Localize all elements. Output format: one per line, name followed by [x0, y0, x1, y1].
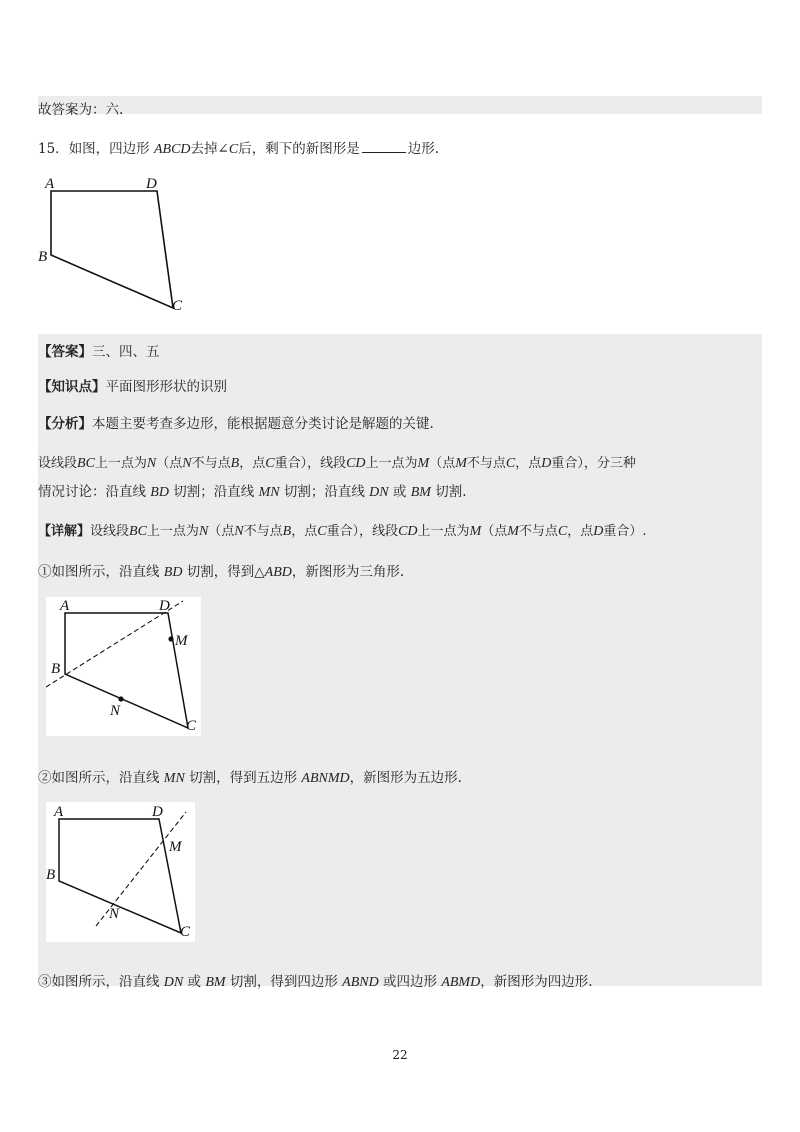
var: ABMD [441, 975, 481, 990]
answer-blank [362, 140, 406, 153]
var: BC [129, 524, 147, 539]
label-d: D [152, 804, 163, 820]
seg: ①如图所示，沿直线 [38, 564, 164, 580]
var: BM [205, 975, 226, 990]
var: CD [398, 524, 418, 539]
question-text-a: 如图，四边形 [68, 141, 150, 157]
var: C [317, 524, 327, 539]
seg: 上一点为 [417, 524, 470, 539]
seg: 设线段 [90, 524, 130, 539]
var: MN [258, 485, 280, 500]
label-m: M [169, 839, 182, 855]
seg: 重合），线段 [274, 456, 347, 471]
seg: 切割，得到五边形 [184, 770, 302, 786]
seg: （点 [429, 456, 456, 471]
label-c: C [172, 298, 183, 314]
seg: ，新图形为三角形. [291, 564, 405, 580]
label-a: A [60, 598, 70, 614]
case-1-figure [46, 597, 201, 736]
label-d: D [159, 598, 170, 614]
label-a: A [45, 176, 55, 192]
label-d: D [146, 176, 157, 192]
seg: 上一点为 [94, 456, 147, 471]
var: CD [346, 456, 366, 471]
question-text-d: 边形. [407, 141, 439, 157]
seg: 或 [388, 484, 411, 500]
seg: ，点 [515, 456, 542, 471]
previous-answer: 故答案为：六. [38, 102, 124, 118]
var: DN [369, 485, 389, 500]
seg: ，点 [291, 524, 318, 539]
label-b: B [38, 249, 48, 265]
seg: 或 [183, 974, 206, 990]
knowledge-tag: 【知识点】 [38, 379, 106, 395]
var: B [230, 456, 240, 471]
seg: ③如图所示，沿直线 [38, 974, 164, 990]
label-n: N [110, 703, 121, 719]
case-2-figure [46, 802, 195, 942]
detail-tag: 【详解】 [38, 524, 91, 539]
setup-line-1 [38, 452, 636, 472]
detail-line [38, 520, 647, 540]
label-b: B [51, 661, 61, 677]
case-1-line [38, 560, 404, 581]
seg: ，点 [239, 456, 266, 471]
var: ABD [264, 565, 292, 580]
setup-line-2 [38, 480, 467, 501]
answer-band-top [38, 96, 762, 114]
page-number: 22 [392, 1048, 408, 1062]
seg: 上一点为 [146, 524, 199, 539]
var: C [505, 456, 516, 471]
seg: （点 [208, 524, 235, 539]
var: B [282, 524, 292, 539]
case-2-line [38, 766, 462, 787]
seg: 设线段 [38, 456, 78, 471]
label-n: N [109, 906, 120, 922]
var: BD [150, 485, 169, 500]
var: BM [410, 485, 431, 500]
seg: 切割，得到△ [182, 564, 265, 580]
answer-tag: 【答案】 [38, 344, 92, 360]
seg: 或四边形 [378, 974, 442, 990]
answer-text: 三、四、五 [92, 344, 160, 360]
var: N [234, 524, 244, 539]
var: N [146, 456, 157, 471]
var: BD [163, 565, 183, 580]
label-m: M [175, 633, 188, 649]
var: N [198, 524, 209, 539]
seg: 不与点 [191, 456, 231, 471]
label-c: C [180, 924, 191, 940]
case-3-line [38, 970, 593, 991]
var: M [417, 456, 430, 471]
var: DN [163, 975, 184, 990]
seg: （点 [481, 524, 508, 539]
seg: 切割；沿直线 [279, 484, 370, 500]
var: ABNMD [301, 771, 350, 786]
question-c: C [228, 142, 239, 157]
question-15 [38, 137, 439, 158]
var: ABND [342, 975, 379, 990]
var: C [557, 524, 568, 539]
var: M [469, 524, 482, 539]
var: C [265, 456, 275, 471]
var: M [455, 456, 467, 471]
var: N [182, 456, 192, 471]
seg: 重合），线段 [326, 524, 399, 539]
seg: 上一点为 [365, 456, 418, 471]
var: D [593, 524, 604, 539]
var: D [541, 456, 552, 471]
seg: 重合）. [603, 524, 647, 539]
question-number: 15． [38, 141, 69, 157]
seg: ，新图形为五边形. [349, 770, 462, 786]
question-abcd: ABCD [153, 142, 191, 157]
seg: ②如图所示，沿直线 [38, 770, 164, 786]
seg: 不与点 [466, 456, 506, 471]
seg: 切割，得到四边形 [225, 974, 343, 990]
knowledge-line [38, 375, 227, 395]
var: M [507, 524, 519, 539]
label-a: A [54, 804, 64, 820]
question-text-c: 后，剩下的新图形是 [238, 141, 360, 157]
answer-line [38, 340, 160, 360]
quadrilateral-figure [36, 172, 196, 318]
label-c: C [186, 718, 197, 734]
seg: ，新图形为四边形. [480, 974, 593, 990]
label-b: B [46, 867, 56, 883]
knowledge-text: 平面图形形状的识别 [105, 379, 227, 395]
question-text-b: 去掉∠ [190, 141, 229, 157]
seg: （点 [156, 456, 183, 471]
analysis-line [38, 412, 434, 432]
var: MN [163, 771, 185, 786]
seg: 重合），分三种 [551, 456, 636, 471]
seg: 情况讨论：沿直线 [38, 484, 151, 500]
analysis-text: 本题主要考查多边形，能根据题意分类讨论是解题的关键. [92, 416, 434, 432]
seg: 切割；沿直线 [168, 484, 259, 500]
seg: 不与点 [518, 524, 558, 539]
seg: ，点 [567, 524, 594, 539]
seg: 切割. [430, 484, 467, 500]
analysis-tag: 【分析】 [38, 416, 92, 432]
seg: 不与点 [243, 524, 283, 539]
var: BC [77, 456, 95, 471]
